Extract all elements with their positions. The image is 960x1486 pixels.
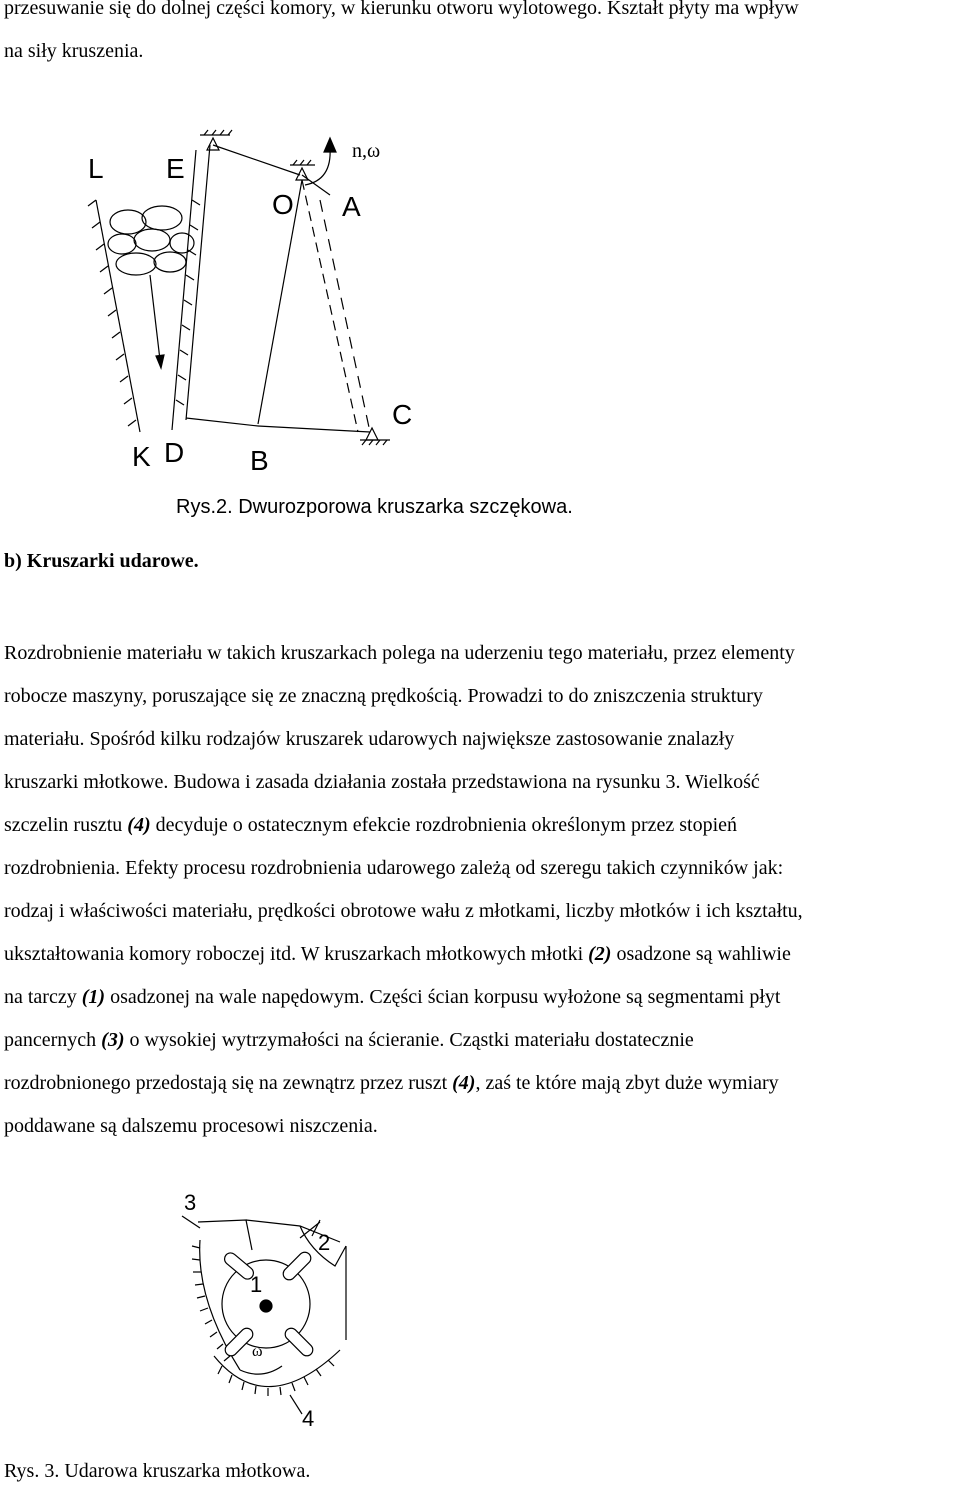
paragraph-line: poddawane są dalszemu procesowi niszczenia. <box>4 1115 378 1137</box>
text-run: rozdrobnionego przedostają się na zewnątrz przez ruszt <box>4 1072 453 1094</box>
intro-line-2: na siły kruszenia. <box>4 40 144 62</box>
section-heading: b) Kruszarki udarowe. <box>4 550 199 572</box>
text-run: osadzone są wahliwie <box>611 943 791 965</box>
fig2-caption: Rys.2. Dwurozporowa kruszarka szczękowa. <box>176 496 573 518</box>
label-b: B <box>250 445 269 476</box>
label-2: 2 <box>318 1230 331 1255</box>
label-a: A <box>342 191 361 222</box>
ref-4: (4) <box>127 814 151 836</box>
paragraph-line: kruszarki młotkowe. Budowa i zasada działania została przedstawiona na rysunku 3. Wielkość <box>4 771 760 793</box>
armor-hatching <box>192 1246 230 1361</box>
fig3-caption: Rys. 3. Udarowa kruszarka młotkowa. <box>4 1460 311 1482</box>
hammer-crusher-figure <box>0 1180 960 1450</box>
text-run: szczelin rusztu <box>4 814 128 836</box>
ref-1: (1) <box>81 986 106 1008</box>
jaw-crusher-figure <box>0 0 960 500</box>
paragraph-line <box>4 933 960 976</box>
stones <box>108 206 194 275</box>
paragraph-line: Rozdrobnienie materiału w takich kruszarkach polega na uderzeniu tego materiału, przez elementy <box>4 642 795 664</box>
label-o: O <box>272 189 294 220</box>
ref-3: (3) <box>101 1029 125 1051</box>
paragraph-line: materiału. Spośród kilku rodzajów kruszarek udarowych największe zastosowanie znalazły <box>4 728 735 750</box>
body-paragraph <box>4 632 960 1148</box>
paragraph-line <box>4 1019 960 1062</box>
label-3: 3 <box>184 1190 197 1215</box>
paragraph-line <box>4 1062 960 1105</box>
moving-jaw-line <box>186 145 210 420</box>
paragraph-line <box>4 976 960 1019</box>
label-e: E <box>166 153 185 184</box>
pivot-c <box>366 428 378 440</box>
label-k: K <box>132 441 151 472</box>
label-c: C <box>392 399 413 430</box>
text-run: pancernych <box>4 1029 102 1051</box>
label-omega: ω <box>252 1343 263 1360</box>
paragraph-line: rodzaj i właściwości materiału, prędkości obrotowe wału z młotkami, liczby młotków i ich kształtu, <box>4 900 803 922</box>
ref-4: (4) <box>452 1072 476 1094</box>
rotation-label: n,ω <box>352 140 381 162</box>
paragraph-line: rozdrobnienia. Efekty procesu rozdrobnienia udarowego zależą od szeregu takich czynników jak: <box>4 857 784 879</box>
text-run: ukształtowania komory roboczej itd. W kruszarkach młotkowych młotki <box>4 943 589 965</box>
text-run: na tarczy <box>4 986 82 1008</box>
text-run: decyduje o ostatecznym efekcie rozdrobnienia określonym przez stopień <box>150 814 738 836</box>
text-run: , zaś te które mają zbyt duże wymiary <box>475 1072 779 1094</box>
label-4: 4 <box>302 1406 315 1431</box>
ref-2: (2) <box>588 943 612 965</box>
label-d: D <box>164 437 185 468</box>
paragraph-line <box>4 804 960 847</box>
intro-line-1: przesuwanie się do dolnej części komory, w kierunku otworu wylotowego. Kształt płyty ma wpływ <box>4 0 799 19</box>
paragraph-line: robocze maszyny, poruszające się ze znaczną prędkością. Prowadzi to do zniszczenia struktury <box>4 685 763 707</box>
label-l: L <box>88 153 104 184</box>
text-run: o wysokiej wytrzymałości na ścieranie. Cząstki materiału dostatecznie <box>124 1029 694 1051</box>
pivot-e <box>207 138 219 150</box>
shaft <box>260 1300 272 1312</box>
label-1: 1 <box>250 1272 263 1297</box>
grate-bars <box>218 1360 334 1396</box>
text-run: osadzonej na wale napędowym. Części ścian korpusu wyłożone są segmentami płyt <box>105 986 781 1008</box>
